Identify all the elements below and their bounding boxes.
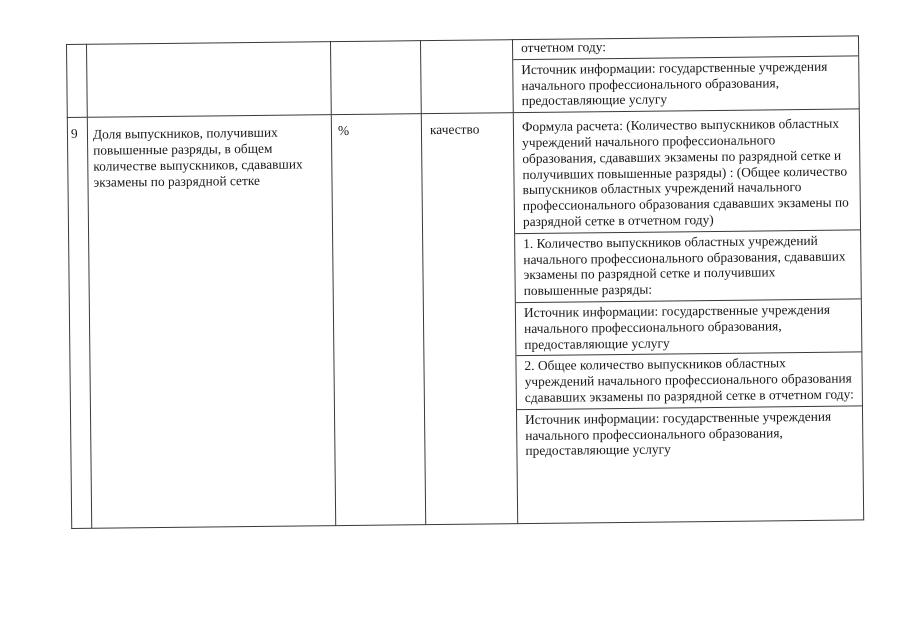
row-number: [67, 45, 86, 53]
method-item: 2. Общее количество выпускников областных учреждений начального профессионального образования сдававших экзамены по разрядной сетке в отчетном году:: [516, 353, 862, 410]
table-row: [67, 109, 863, 529]
method-cell: [512, 36, 859, 113]
unit-cell: [330, 41, 421, 115]
unit-cell: [331, 114, 425, 526]
unit: %: [337, 123, 350, 139]
indicator-name: [87, 42, 330, 54]
indicator-name-cell: [87, 42, 332, 118]
method-text: отчетном году:: [513, 36, 858, 60]
table-row: [67, 36, 860, 118]
row-number-cell: [67, 44, 88, 117]
indicator-name: Доля выпускников, получивших повышенные разряды, в общем количестве выпускников, сдававших экзамены по разрядной сетке: [92, 124, 303, 190]
indicators-table: [66, 35, 864, 529]
info-source: Источник информации: государственные учреждения начального профессионального образования, предоставляющие услугу: [521, 58, 828, 109]
method-cell: [513, 109, 863, 524]
indicator-type: [421, 40, 512, 49]
method-item: 1. Количество выпускников областных учреждений начального профессионального образования, сдававших экзамены по разрядной сетке и получивших повышенные разряды:: [515, 230, 861, 303]
indicator-type: качество: [429, 121, 480, 138]
indicator-type-cell: [420, 40, 513, 114]
info-source: Источник информации: государственные учреждения начального профессионального образования, предоставляющие услугу: [516, 299, 862, 356]
indicator-type-cell: [421, 113, 517, 525]
info-source: Источник информации: государственные учреждения начального профессионального образования, предоставляющие услугу: [525, 408, 832, 459]
row-number: 9: [70, 126, 78, 142]
unit: [331, 41, 420, 50]
calculation-formula: Формула расчета: (Количество выпускников областных учреждений начального профессионального образования, сдававших экзамены по разрядной сетке и получивших повышенные разряды) : (Общее количество выпускников областных учреждений начального профессионального образования сдававших экзамены по разрядной сетке в отчетном году): [514, 110, 860, 234]
indicator-name-cell: [87, 115, 335, 529]
